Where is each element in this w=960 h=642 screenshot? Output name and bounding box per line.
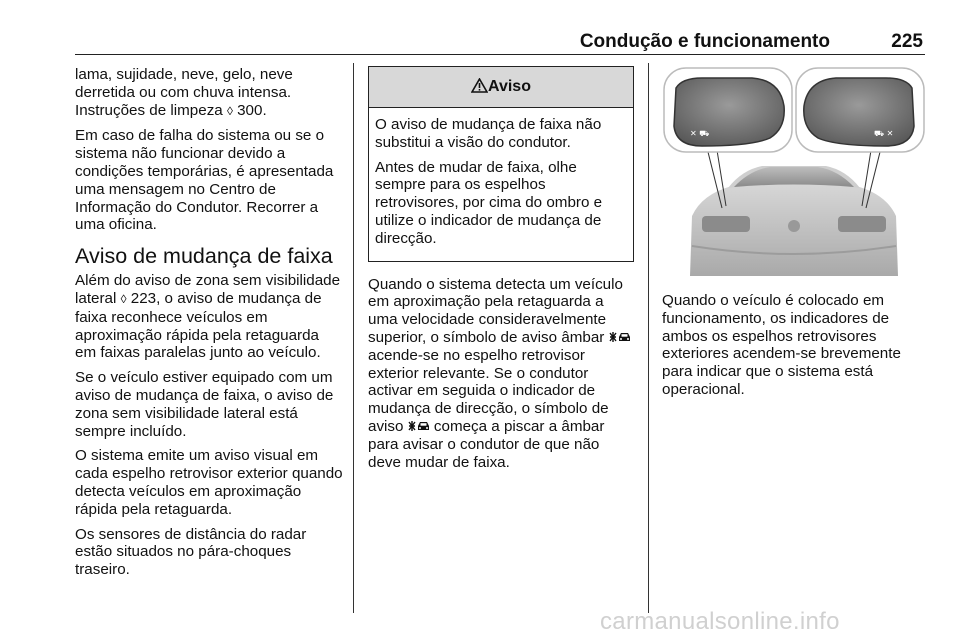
section-title: Condução e funcionamento bbox=[579, 31, 830, 52]
page-header bbox=[75, 25, 925, 51]
paragraph: O aviso de mudança de faixa não substitui a visão do condutor. bbox=[375, 116, 602, 151]
paragraph: Além do aviso de zona sem visibilidade lateral ◊ 223, o aviso de mudança de faixa reconhece veículos em aproximação rápida pela retaguarda em faixas paralelas junto ao veículo. bbox=[75, 272, 341, 362]
warning-box bbox=[368, 66, 634, 262]
svg-text:⛟ ✕: ⛟ ✕ bbox=[874, 129, 894, 138]
paragraph: lama, sujidade, neve, gelo, neve derretida ou com chuva intensa. Instruções de limpeza ◊ 300. bbox=[75, 66, 293, 119]
column-3 bbox=[662, 66, 926, 406]
column-divider-1 bbox=[353, 63, 354, 613]
page-number: 225 bbox=[891, 31, 923, 52]
paragraph: Os sensores de distância do radar estão situados no pára-choques traseiro. bbox=[75, 525, 307, 579]
warning-triangle-icon bbox=[471, 78, 488, 93]
warning-body bbox=[369, 108, 633, 261]
warning-title: Aviso bbox=[488, 78, 531, 95]
warning-header bbox=[369, 67, 633, 108]
watermark-text: carmanualsonline.info bbox=[600, 608, 840, 635]
lane-change-warning-icon bbox=[609, 331, 631, 343]
paragraph: Quando o veículo é colocado em funcionamento, os indicadores de ambos os espelhos retrovisores exteriores acendem-se brevemente para indicar que o sistema está operacional. bbox=[662, 292, 901, 398]
page-ref-arrow-icon: ◊ bbox=[120, 291, 127, 306]
column-divider-2 bbox=[648, 63, 649, 613]
rear-car-mirrors-illustration bbox=[662, 66, 926, 276]
column-2 bbox=[368, 66, 634, 478]
lane-change-warning-icon bbox=[408, 420, 430, 432]
paragraph: Se o veículo estiver equipado com um aviso de mudança de faixa, o aviso de zona sem visibilidade lateral está sempre incluído. bbox=[75, 369, 334, 440]
paragraph: Antes de mudar de faixa, olhe sempre para os espelhos retrovisores, por cima do ombro e utilize o indicador de mudança de direcção. bbox=[375, 158, 603, 247]
paragraph: Quando o sistema detecta um veículo em aproximação pela retaguarda a uma velocidade consideravelmente superior, o símbolo de aviso âmbar acende-se no espelho retrovisor exterior relevante. Se o condutor activar em seguida o indicador de mudança de direcção, o símbolo de aviso começa a piscar a âmbar para avisar o condutor de que não deve mudar de faixa. bbox=[368, 276, 634, 472]
section-heading: Aviso de mudança de faixa bbox=[75, 244, 333, 269]
paragraph: Em caso de falha do sistema ou se o sistema não funcionar devido a condições temporárias, é apresentada uma mensagem no Centro de Informação do Condutor. Recorrer a uma oficina. bbox=[75, 127, 334, 234]
header-rule bbox=[75, 54, 925, 55]
paragraph: O sistema emite um aviso visual em cada espelho retrovisor exterior quando detecta veículos em aproximação rápida pela retaguarda. bbox=[75, 447, 343, 518]
page-ref-arrow-icon: ◊ bbox=[226, 103, 233, 118]
column-1 bbox=[75, 66, 343, 586]
svg-text:✕ ⛟: ✕ ⛟ bbox=[690, 129, 710, 138]
